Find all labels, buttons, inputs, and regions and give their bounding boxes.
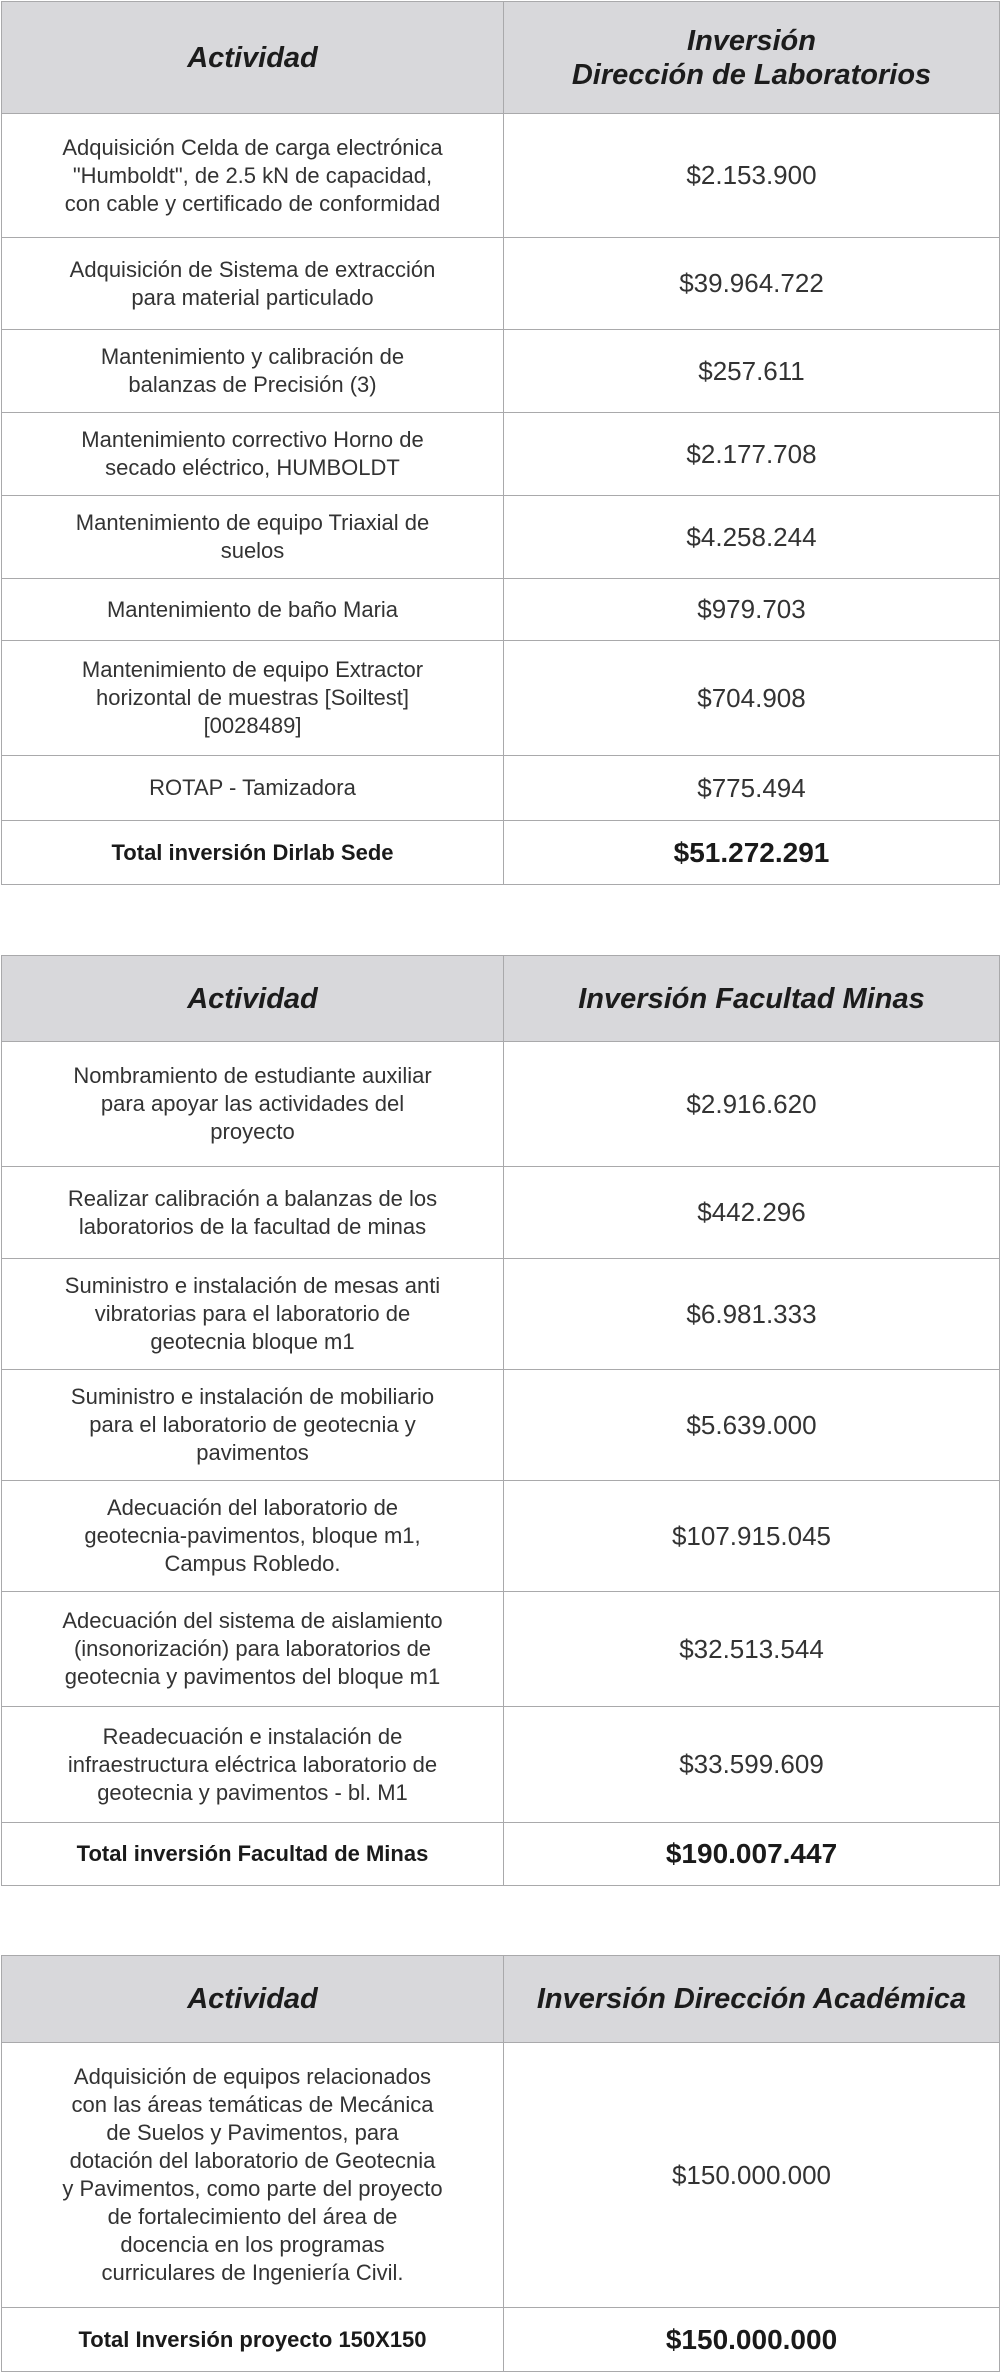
table-row xyxy=(2,641,1000,756)
value-cell: $32.513.544 xyxy=(504,1592,1000,1707)
table-row xyxy=(2,1707,1000,1823)
activity-cell: Mantenimiento de baño Maria xyxy=(2,579,504,641)
activity-cell: Adquisición de equipos relacionados con las áreas temáticas de Mecánica de Suelos y Pavimentos, para dotación del laboratorio de Geotecnia y Pavimentos, como parte del proyecto de fortalecimiento del área de docencia en los programas curriculares de Ingeniería Civil. xyxy=(2,2043,504,2308)
value-cell: $107.915.045 xyxy=(504,1481,1000,1592)
value-cell: $4.258.244 xyxy=(504,496,1000,579)
total-label: Total Inversión proyecto 150X150 xyxy=(2,2308,504,2372)
header-investment: Inversión Dirección Académica xyxy=(504,1956,1000,2043)
value-cell: $5.639.000 xyxy=(504,1370,1000,1481)
value-cell: $33.599.609 xyxy=(504,1707,1000,1823)
table-row xyxy=(2,238,1000,330)
header-investment xyxy=(504,2,1000,114)
header-activity: Actividad xyxy=(2,2,504,114)
header-activity: Actividad xyxy=(2,956,504,1042)
total-value: $190.007.447 xyxy=(504,1823,1000,1886)
value-cell: $979.703 xyxy=(504,579,1000,641)
value-cell: $150.000.000 xyxy=(504,2043,1000,2308)
activity-cell: Adquisición Celda de carga electrónica "Humboldt", de 2.5 kN de capacidad, con cable y certificado de conformidad xyxy=(2,114,504,238)
activity-cell: Suministro e instalación de mesas anti vibratorias para el laboratorio de geotecnia bloque m1 xyxy=(2,1259,504,1370)
header-investment-line2: Dirección de Laboratorios xyxy=(571,58,932,91)
activity-cell: Adecuación del laboratorio de geotecnia-pavimentos, bloque m1, Campus Robledo. xyxy=(2,1481,504,1592)
table-row xyxy=(2,1259,1000,1370)
value-cell: $257.611 xyxy=(504,330,1000,413)
activity-cell: Adquisición de Sistema de extracción para material particulado xyxy=(2,238,504,330)
activity-cell: Realizar calibración a balanzas de los laboratorios de la facultad de minas xyxy=(2,1167,504,1259)
total-row xyxy=(2,2308,1000,2372)
table-header-row xyxy=(2,2,1000,114)
value-cell: $442.296 xyxy=(504,1167,1000,1259)
investment-table-laboratorios xyxy=(1,1,1000,885)
header-activity: Actividad xyxy=(2,1956,504,2043)
value-cell: $704.908 xyxy=(504,641,1000,756)
total-value: $51.272.291 xyxy=(504,821,1000,885)
activity-cell: Mantenimiento correctivo Horno de secado eléctrico, HUMBOLDT xyxy=(2,413,504,496)
total-label: Total inversión Dirlab Sede xyxy=(2,821,504,885)
table-row xyxy=(2,2043,1000,2308)
table-row xyxy=(2,114,1000,238)
table-row xyxy=(2,1592,1000,1707)
table-row xyxy=(2,496,1000,579)
table-row xyxy=(2,579,1000,641)
investment-table-facultad-minas xyxy=(1,955,1000,1886)
activity-cell: Readecuación e instalación de infraestructura eléctrica laboratorio de geotecnia y pavimentos - bl. M1 xyxy=(2,1707,504,1823)
activity-cell: ROTAP - Tamizadora xyxy=(2,756,504,821)
total-label: Total inversión Facultad de Minas xyxy=(2,1823,504,1886)
activity-cell: Nombramiento de estudiante auxiliar para apoyar las actividades del proyecto xyxy=(2,1042,504,1167)
table-row xyxy=(2,1042,1000,1167)
table-row xyxy=(2,1370,1000,1481)
activity-cell: Suministro e instalación de mobiliario para el laboratorio de geotecnia y pavimentos xyxy=(2,1370,504,1481)
activity-cell: Mantenimiento de equipo Triaxial de suelos xyxy=(2,496,504,579)
total-row xyxy=(2,1823,1000,1886)
investment-table-direccion-academica xyxy=(1,1955,1000,2372)
total-row xyxy=(2,821,1000,885)
value-cell: $2.916.620 xyxy=(504,1042,1000,1167)
table-header-row xyxy=(2,1956,1000,2043)
value-cell: $2.153.900 xyxy=(504,114,1000,238)
table-row xyxy=(2,330,1000,413)
activity-cell: Mantenimiento y calibración de balanzas de Precisión (3) xyxy=(2,330,504,413)
value-cell: $6.981.333 xyxy=(504,1259,1000,1370)
table-row xyxy=(2,756,1000,821)
value-cell: $775.494 xyxy=(504,756,1000,821)
total-value: $150.000.000 xyxy=(504,2308,1000,2372)
value-cell: $2.177.708 xyxy=(504,413,1000,496)
header-investment-line1: Inversión xyxy=(687,24,816,57)
activity-cell: Adecuación del sistema de aislamiento (insonorización) para laboratorios de geotecnia y pavimentos del bloque m1 xyxy=(2,1592,504,1707)
table-header-row xyxy=(2,956,1000,1042)
activity-cell: Mantenimiento de equipo Extractor horizontal de muestras [Soiltest] [0028489] xyxy=(2,641,504,756)
table-row xyxy=(2,413,1000,496)
value-cell: $39.964.722 xyxy=(504,238,1000,330)
table-row xyxy=(2,1481,1000,1592)
header-investment: Inversión Facultad Minas xyxy=(504,956,1000,1042)
table-row xyxy=(2,1167,1000,1259)
